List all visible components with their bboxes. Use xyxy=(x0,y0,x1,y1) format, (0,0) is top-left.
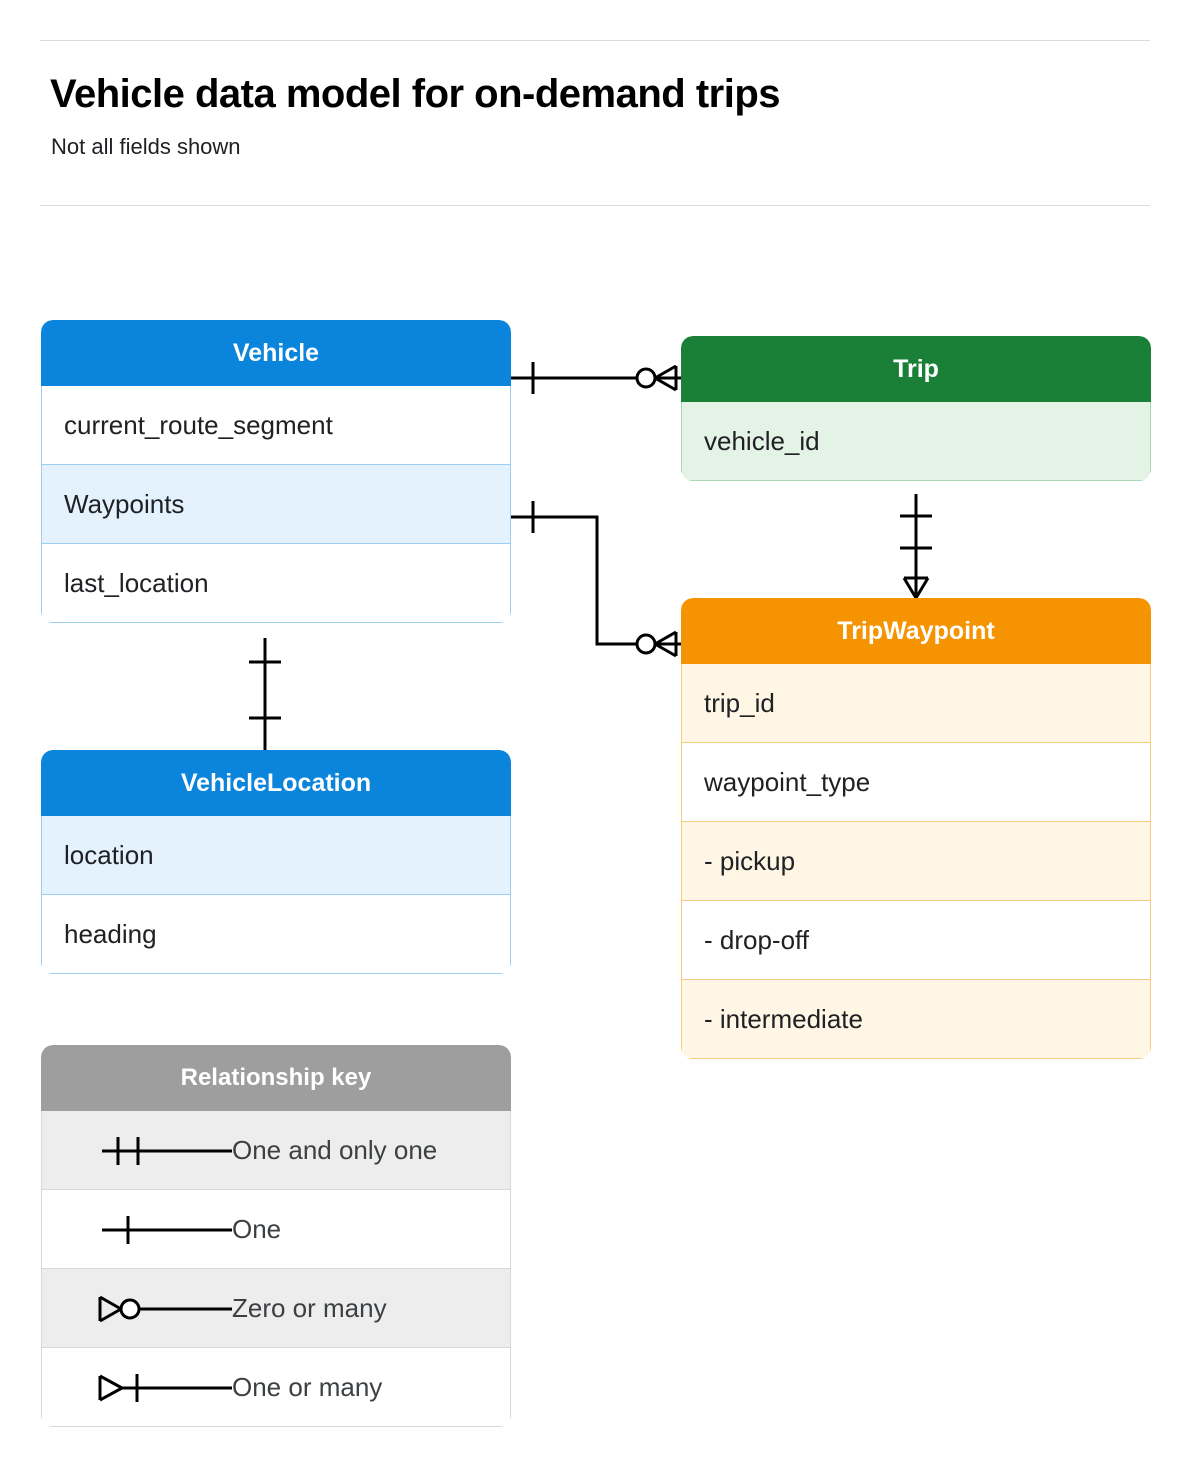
entity-vehicle-location[interactable] xyxy=(41,750,511,974)
entity-trip-title: Trip xyxy=(681,336,1151,402)
legend-title: Relationship key xyxy=(41,1045,511,1111)
entity-vehicle-fields xyxy=(41,386,511,623)
entity-vehicle-title: Vehicle xyxy=(41,320,511,386)
legend-label: One or many xyxy=(232,1371,383,1402)
page-subtitle: Not all fields shown xyxy=(51,134,241,159)
field-row: heading xyxy=(41,895,511,974)
field-row: - drop-off xyxy=(681,901,1151,980)
list-item xyxy=(41,1269,511,1348)
entity-trip-waypoint-title: TripWaypoint xyxy=(681,598,1151,664)
legend-items xyxy=(41,1111,511,1427)
entity-trip-waypoint[interactable] xyxy=(681,598,1151,1059)
field-row: - intermediate xyxy=(681,980,1151,1059)
list-item xyxy=(41,1190,511,1269)
page-title: Vehicle data model for on-demand trips xyxy=(50,72,781,116)
field-row: Waypoints xyxy=(41,465,511,544)
entity-trip-waypoint-fields xyxy=(681,664,1151,1059)
list-item xyxy=(41,1111,511,1190)
field-row: - pickup xyxy=(681,822,1151,901)
one-icon xyxy=(42,1190,232,1269)
entity-vehicle-location-title: VehicleLocation xyxy=(41,750,511,816)
legend-label: Zero or many xyxy=(232,1292,387,1323)
entity-trip[interactable] xyxy=(681,336,1151,481)
one-and-only-one-icon xyxy=(42,1111,232,1190)
zero-or-many-icon xyxy=(42,1269,232,1348)
one-or-many-icon xyxy=(42,1348,232,1427)
legend-label: One and only one xyxy=(232,1134,438,1165)
field-row: trip_id xyxy=(681,664,1151,743)
field-row: waypoint_type xyxy=(681,743,1151,822)
field-row: current_route_segment xyxy=(41,386,511,465)
header-divider-top xyxy=(40,40,1150,41)
relationship-key-legend xyxy=(41,1045,511,1427)
header-divider-bottom xyxy=(40,205,1150,206)
field-row: location xyxy=(41,816,511,895)
legend-label: One xyxy=(232,1213,282,1244)
field-row: last_location xyxy=(41,544,511,623)
entity-vehicle-location-fields xyxy=(41,816,511,974)
entity-trip-fields xyxy=(681,402,1151,481)
list-item xyxy=(41,1348,511,1427)
entity-vehicle[interactable] xyxy=(41,320,511,623)
field-row: vehicle_id xyxy=(681,402,1151,481)
